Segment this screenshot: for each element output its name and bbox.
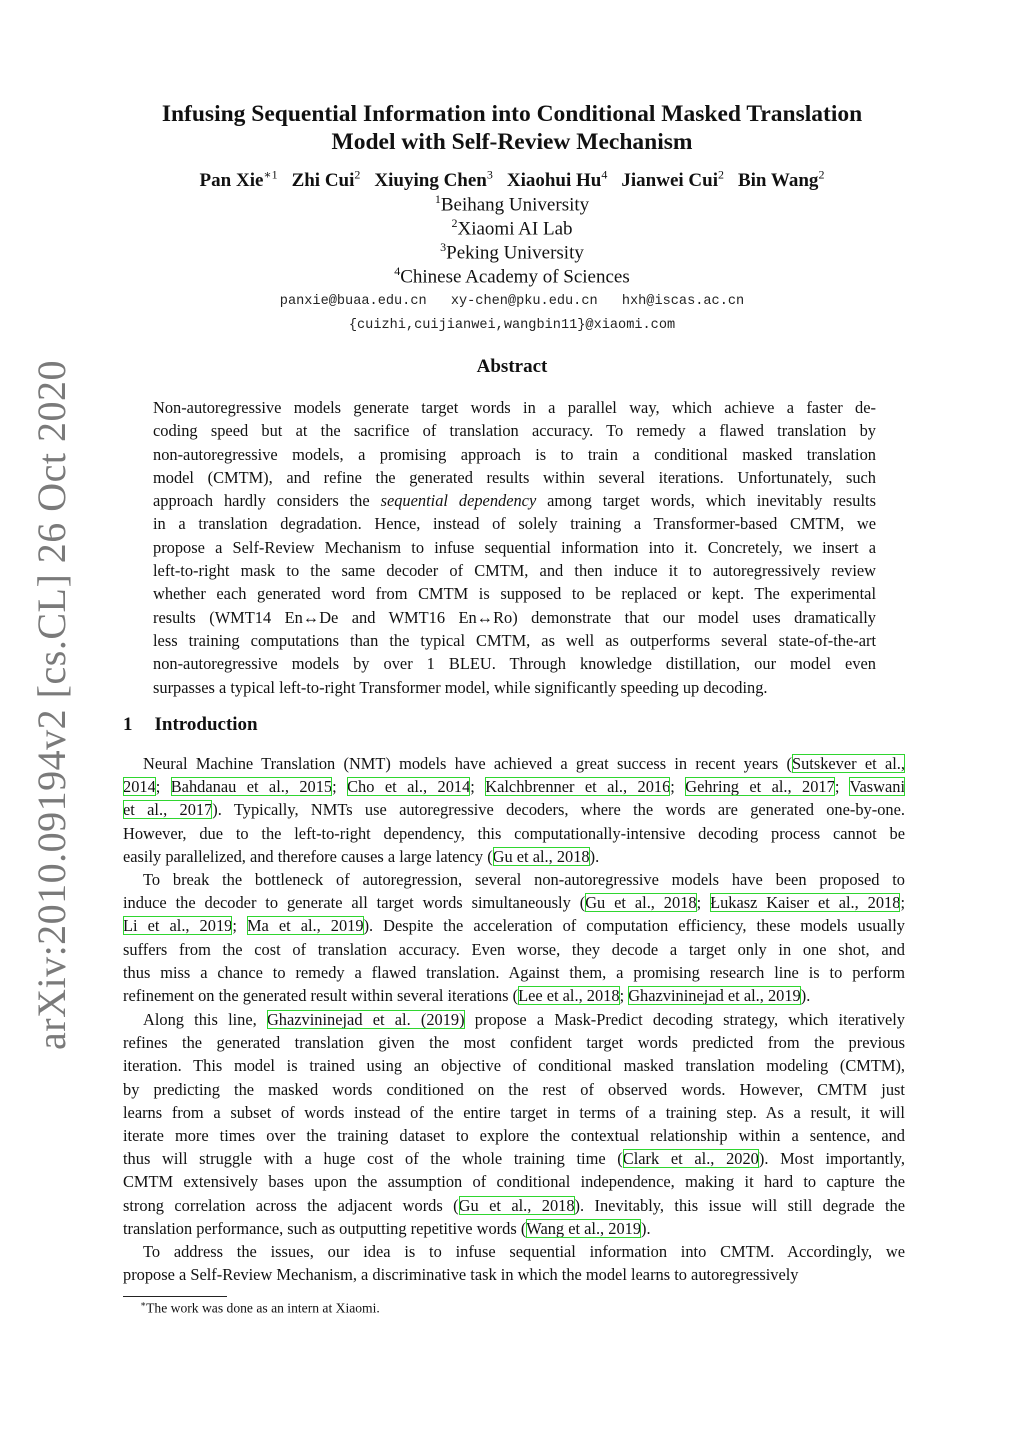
author-name: Jianwei Cui <box>621 170 718 192</box>
footnote-text: The work was done as an intern at Xiaomi. <box>146 1300 380 1316</box>
footnote-mark: ∗ <box>140 1299 147 1309</box>
citation-link[interactable]: Gu et al., 2018 <box>458 1195 575 1215</box>
citation-link[interactable]: Ghazvininejad et al. (2019) <box>266 1010 465 1029</box>
affiliation <box>80 216 944 240</box>
title-line-1: Infusing Sequential Information into Conditional Masked Translation <box>161 101 863 127</box>
citation-link[interactable]: Cho et al., 2014 <box>347 777 471 797</box>
intro-paragraph-2 <box>123 868 905 1007</box>
text-line: Li et al., 2019; Ma et al., 2019). Despite the acceleration of computation efficiency, these models usually <box>123 916 906 936</box>
affiliation-mark: 4 <box>394 264 401 278</box>
author-affiliation-mark: 4 <box>601 168 608 182</box>
abstract-line: less training computations than the typical CMTM, as well as outperforms several state-of-the-art <box>153 630 876 650</box>
citation-link[interactable]: Vaswani <box>849 777 906 797</box>
citation-link[interactable]: Łukasz Kaiser et al., 2018 <box>710 893 901 913</box>
title-line-2: Model with Self-Review Mechanism <box>331 129 693 155</box>
author <box>738 170 824 191</box>
citation-link[interactable]: Clark et al., 2020 <box>622 1149 759 1169</box>
affiliation <box>80 192 944 216</box>
paper-title <box>80 100 944 156</box>
text-line: Along this line, Ghazvininejad et al. (2019) propose a Mask-Predict decoding strategy, which iteratively <box>143 1010 905 1029</box>
footnote-rule <box>123 1296 227 1297</box>
author <box>621 170 724 191</box>
author <box>292 170 361 191</box>
abstract-line: results (WMT14 En↔De and WMT16 En↔Ro) demonstrate that our model uses dramatically <box>153 607 876 627</box>
citation-link[interactable]: Kalchbrenner et al., 2016 <box>485 777 671 797</box>
text-line: propose a Self-Review Mechanism, a discriminative task in which the model learns to autoregressively <box>123 1265 799 1285</box>
email[interactable]: xy-chen@pku.edu.cn <box>450 294 598 309</box>
abstract-line: left-to-right mask to the same decoder of CMTM, and then induce it to autoregressively review <box>153 561 876 581</box>
text-line: iteration. This model is trained using an objective of conditional masked translation modeling (CMTM), <box>123 1056 905 1076</box>
text-line: strong correlation across the adjacent words (Gu et al., 2018). Inevitably, this issue will still degrade the <box>123 1195 905 1215</box>
abstract-line: coding speed but at the sacrifice of translation accuracy. To remedy a flawed translation by <box>153 421 876 441</box>
author-affiliation-mark: ∗1 <box>263 168 278 182</box>
citation-link[interactable]: Gu et al., 2018 <box>492 846 590 866</box>
email[interactable]: hxh@iscas.ac.cn <box>621 294 745 309</box>
text-line: translation performance, such as outputting repetitive words (Wang et al., 2019). <box>123 1218 651 1238</box>
text-line: learns from a subset of words instead of the entire target in terms of a training step. As a result, it will <box>123 1102 905 1122</box>
citation-link[interactable]: Ma et al., 2019 <box>246 916 364 936</box>
citation-link[interactable]: et al., 2017 <box>123 800 213 820</box>
text-line: Neural Machine Translation (NMT) models have achieved a great success in recent years (Sutskever et al., <box>143 754 905 773</box>
text-line: iterate more times over the training dataset to explore the contextual relationship within a sentence, and <box>123 1125 905 1145</box>
author-affiliation-mark: 2 <box>818 168 825 182</box>
text-line: easily parallelized, and therefore causes a large latency (Gu et al., 2018). <box>123 846 600 866</box>
author <box>200 170 278 191</box>
email-line-2 <box>80 318 944 333</box>
affiliation-name: Peking University <box>446 242 584 264</box>
abstract-line: model (CMTM), and refine the generated results within several iterations. Unfortunately, such <box>153 467 876 487</box>
affiliation-name: Beihang University <box>440 194 590 216</box>
author-name: Bin Wang <box>737 170 819 192</box>
affiliation-name: Xiaomi AI Lab <box>457 218 573 240</box>
text-line: However, due to the left-to-right dependency, this computationally-intensive decoding process cannot be <box>123 823 905 843</box>
section-heading <box>123 714 258 736</box>
section-number: 1 <box>123 714 133 735</box>
author-list <box>80 168 944 192</box>
text-line: thus miss a chance to remedy a flawed translation. Against them, a promising research line is to perform <box>123 962 905 982</box>
text-line: CMTM extensively bases upon the assumption of conditional independence, making it hard to capture the <box>123 1172 905 1192</box>
abstract-line: non-autoregressive models, a promising approach is to train a conditional masked translation <box>153 444 876 464</box>
affiliation-mark: 1 <box>434 192 441 206</box>
affiliation-mark: 2 <box>451 216 458 230</box>
citation-link[interactable]: Ghazvininejad et al., 2019 <box>628 985 801 1005</box>
affiliation <box>80 240 944 264</box>
text-line: refines the generated translation given the most confident target words predicted from the previous <box>123 1033 905 1053</box>
abstract-body <box>153 396 876 699</box>
citation-link[interactable]: Li et al., 2019 <box>123 916 233 936</box>
email-line-1 <box>80 294 944 309</box>
citation-link[interactable]: Wang et al., 2019 <box>526 1218 642 1238</box>
author-affiliation-mark: 2 <box>354 168 361 182</box>
text-line: 2014; Bahdanau et al., 2015; Cho et al., 2014; Kalchbrenner et al., 2016; Gehring et al., 2017; Vaswani <box>123 777 906 797</box>
text-line: thus will struggle with a huge cost of the whole training time (Clark et al., 2020). Most importantly, <box>123 1149 905 1169</box>
abstract-line: in a translation degradation. Hence, instead of solely training a Transformer-based CMTM, we <box>153 514 876 534</box>
emphasis: sequential dependency <box>380 491 537 511</box>
abstract-line: approach hardly considers the sequential dependency among target words, which inevitably results <box>153 491 876 511</box>
text-line: refinement on the generated result within several iterations (Lee et al., 2018; Ghazvininejad et al., 2019). <box>123 985 811 1005</box>
abstract-line: propose a Self-Review Mechanism to infuse sequential information into it. Concretely, we insert a <box>153 537 876 557</box>
author <box>374 170 492 191</box>
affiliation-name: Chinese Academy of Sciences <box>400 266 630 288</box>
author-name: Xiuying Chen <box>374 170 487 192</box>
abstract-heading: Abstract <box>476 356 548 377</box>
intro-paragraph-1 <box>123 752 905 868</box>
email[interactable]: {cuizhi,cuijianwei,wangbin11}@xiaomi.com <box>348 318 676 333</box>
abstract-line: whether each generated word from CMTM is supposed to be replaced or kept. The experimental <box>153 584 876 604</box>
citation-link[interactable]: Gehring et al., 2017 <box>685 777 835 797</box>
author-name: Zhi Cui <box>291 170 355 192</box>
intro-paragraph-4 <box>123 1240 905 1286</box>
affiliation <box>80 264 944 288</box>
section-title: Introduction <box>154 714 258 735</box>
arxiv-stamp: arXiv:2010.09194v2 [cs.CL] 26 Oct 2020 <box>29 359 74 1050</box>
text-line: To break the bottleneck of autoregression, several non-autoregressive models have been proposed to <box>143 870 905 889</box>
intro-paragraph-3 <box>123 1008 905 1240</box>
footnote <box>140 1299 380 1317</box>
abstract-line: non-autoregressive models by over 1 BLEU. Through knowledge distillation, our model even <box>153 654 876 674</box>
citation-link[interactable]: Bahdanau et al., 2015 <box>170 777 333 797</box>
text-line: suffers from the cost of translation accuracy. Even worse, they decode a target only in one shot, and <box>123 939 905 959</box>
author-name: Xiaohui Hu <box>506 170 602 192</box>
abstract-line: Non-autoregressive models generate target words in a parallel way, which achieve a faster de- <box>153 398 876 417</box>
text-line: induce the decoder to generate all target words simultaneously (Gu et al., 2018; Łukasz Kaiser et al., 2018; <box>123 893 906 913</box>
author <box>507 170 608 191</box>
author-name: Pan Xie <box>199 170 264 192</box>
author-affiliation-mark: 3 <box>486 168 493 182</box>
affiliation-mark: 3 <box>440 240 447 254</box>
citation-link[interactable]: Gu et al., 2018 <box>585 893 697 913</box>
author-affiliation-mark: 2 <box>717 168 724 182</box>
email[interactable]: panxie@buaa.edu.cn <box>279 294 427 309</box>
abstract-line: surpasses a typical left-to-right Transformer model, while significantly speeding up decoding. <box>153 677 768 697</box>
text-line: To address the issues, our idea is to infuse sequential information into CMTM. Accordingly, we <box>143 1242 905 1261</box>
citation-link[interactable]: 2014 <box>123 777 156 797</box>
text-line: by predicting the masked words conditioned on the rest of observed words. However, CMTM just <box>123 1079 905 1099</box>
citation-link[interactable]: Lee et al., 2018 <box>518 985 620 1005</box>
citation-link[interactable]: Sutskever et al., <box>791 754 905 773</box>
text-line: et al., 2017). Typically, NMTs use autoregressive decoders, where the words are generated one-by-one. <box>123 800 905 820</box>
